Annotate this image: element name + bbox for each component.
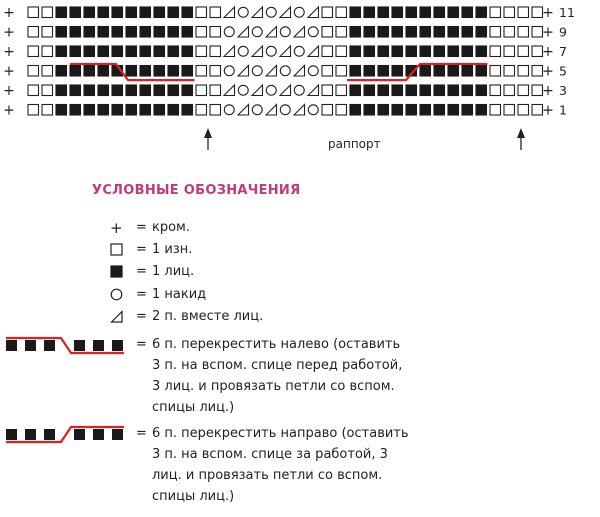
legend-text: 1 накид [152,287,207,302]
purl-stitch [504,105,515,116]
knit-stitch [70,46,81,57]
knit-stitch [378,66,389,77]
knit-stitch [462,105,473,116]
k2tog-stitch [280,46,291,57]
knit-stitch [448,66,459,77]
yarnover-stitch [280,105,290,115]
knit-stitch [392,46,403,57]
knit-stitch [98,66,109,77]
knit-stitch [112,27,123,38]
legend-text: 1 лиц. [152,264,195,279]
purl-stitch [490,85,501,96]
legend-title: УСЛОВНЫЕ ОБОЗНАЧЕНИЯ [92,183,301,198]
knit-stitch [56,105,67,116]
purl-stitch [490,105,501,116]
k2tog-stitch [252,85,263,96]
purl-stitch [196,46,207,57]
purl-stitch [336,85,347,96]
knit-stitch [168,66,179,77]
purl-stitch [322,46,333,57]
knit-stitch [112,46,123,57]
knit-stitch [84,46,95,57]
knit-stitch [84,85,95,96]
knit-stitch [462,27,473,38]
k2tog-stitch [238,66,249,77]
purl-symbol [110,243,124,257]
knit-stitch [378,7,389,18]
legend-text-line-2: 3 п. на вспом. спице за работой, 3 [152,447,388,462]
edge-symbol: + [110,219,123,237]
knit-stitch [350,27,361,38]
knitting-chart [0,0,600,175]
purl-stitch [42,7,53,18]
knit-stitch [182,7,193,18]
k2tog-stitch [294,105,305,116]
edge-stitch-column [3,5,15,119]
purl-stitch [532,105,543,116]
edge-stitch: + [3,5,15,21]
purl-stitch [322,85,333,96]
row-edge-stitch: + [542,83,554,99]
knit-stitch [56,27,67,38]
purl-stitch [210,7,221,18]
knit-stitch [378,46,389,57]
k2tog-stitch [308,7,319,18]
yarnover-stitch [266,7,276,17]
knit-stitch [364,46,375,57]
purl-stitch [518,27,529,38]
knit-stitch [448,105,459,116]
legend-equals: = [136,426,147,441]
knit-stitch [392,105,403,116]
knit-stitch [462,7,473,18]
purl-stitch [490,46,501,57]
k2tog-stitch [238,27,249,38]
row-edge-stitch: + [542,63,554,80]
knit-symbol [110,265,124,279]
legend-text-line-3: лиц. и провязать петли со вспом. [152,468,383,483]
chart-grid [28,7,543,115]
knit-stitch [406,27,417,38]
row-number: 1 [559,102,567,118]
purl-stitch [504,46,515,57]
k2tog-stitch [280,85,291,96]
purl-stitch [42,46,53,57]
row-number: 9 [559,24,567,40]
yarnover-stitch [266,85,276,95]
purl-stitch [518,85,529,96]
purl-stitch [322,7,333,18]
purl-stitch [42,85,53,96]
knit-stitch [434,85,445,96]
purl-stitch [504,7,515,18]
yarnover-stitch [308,66,318,76]
knit-stitch [140,105,151,116]
knit-stitch [350,46,361,57]
knit-stitch [476,7,487,18]
row-edge-stitch: + [542,5,554,21]
knit-stitch [70,27,81,38]
knit-stitch [154,105,165,116]
purl-stitch [336,105,347,116]
knit-stitch [378,85,389,96]
knit-stitch [448,27,459,38]
knit-stitch [70,105,81,116]
knit-stitch [448,7,459,18]
knit-stitch [350,7,361,18]
purl-stitch [532,46,543,57]
purl-stitch [532,27,543,38]
knit-stitch [140,85,151,96]
k2tog-stitch [294,27,305,38]
legend-equals: = [136,309,147,324]
legend-equals: = [136,264,147,279]
legend-text-line-1: 6 п. перекрестить налево (оставить [152,337,401,352]
knit-stitch [476,46,487,57]
k2tog-stitch [238,105,249,116]
k2tog-stitch [266,105,277,116]
knit-stitch [448,85,459,96]
knit-stitch [392,66,403,77]
knit-stitch [406,7,417,18]
legend-text-line-3: 3 лиц. и провязать петли со вспом. [152,379,395,394]
knit-stitch [182,27,193,38]
rapport-start-arrowhead [204,128,212,138]
knit-stitch [434,66,445,77]
k2tog-stitch [224,46,235,57]
purl-stitch [210,66,221,77]
yarnover-stitch [224,66,234,76]
knit-stitch [126,27,137,38]
purl-stitch [518,66,529,77]
knit-stitch [462,66,473,77]
legend-equals: = [136,220,147,235]
purl-stitch [322,66,333,77]
purl-stitch [532,66,543,77]
purl-stitch [532,7,543,18]
knit-stitch [350,105,361,116]
row-edge-stitch: + [542,102,554,119]
cable-right-symbol [4,424,130,446]
knit-stitch [420,7,431,18]
knit-stitch [476,27,487,38]
knit-stitch [168,46,179,57]
legend-text: 2 п. вместе лиц. [152,309,264,324]
cable-left-symbol [4,335,130,357]
knit-stitch [420,105,431,116]
knit-stitch [56,85,67,96]
knit-stitch [154,7,165,18]
purl-stitch [518,105,529,116]
purl-stitch [322,105,333,116]
purl-stitch [490,27,501,38]
knit-stitch [462,46,473,57]
purl-stitch [42,27,53,38]
knit-stitch [140,7,151,18]
yarnover-stitch [308,105,318,115]
yarnover-stitch [238,7,248,17]
knit-stitch [420,66,431,77]
yarnover-stitch [280,27,290,37]
yarnover-stitch [224,27,234,37]
purl-stitch [28,7,39,18]
purl-stitch [518,46,529,57]
knit-stitch [420,85,431,96]
knit-stitch [476,66,487,77]
edge-stitch: + [3,44,15,60]
purl-stitch [196,85,207,96]
purl-stitch [196,27,207,38]
knit-stitch [112,85,123,96]
k2tog-stitch [280,7,291,18]
knit-stitch [126,85,137,96]
knit-stitch [98,46,109,57]
row-number: 3 [559,83,567,98]
knit-stitch [84,66,95,77]
row-edge-stitch: + [542,44,554,60]
row-edge-stitch: + [542,24,554,41]
purl-stitch [336,66,347,77]
yarnover-symbol [110,288,124,302]
yarnover-stitch [252,105,262,115]
yarnover-stitch [224,105,234,115]
knit-stitch [434,46,445,57]
purl-stitch [28,46,39,57]
knit-stitch [420,46,431,57]
purl-stitch [210,27,221,38]
knit-stitch [434,27,445,38]
knit-stitch [350,66,361,77]
row-numbers [542,5,575,119]
k2tog-symbol [110,310,124,324]
purl-stitch [504,66,515,77]
legend-equals: = [136,242,147,257]
yarnover-stitch [238,46,248,56]
knit-stitch [154,66,165,77]
knit-stitch [70,85,81,96]
row-number: 5 [559,63,567,79]
knit-stitch [434,105,445,116]
knit-stitch [406,85,417,96]
knit-stitch [154,85,165,96]
knit-stitch [98,85,109,96]
knit-stitch [84,7,95,18]
purl-stitch [518,7,529,18]
yarnover-stitch [308,27,318,37]
knit-stitch [182,66,193,77]
knit-stitch [462,85,473,96]
knit-stitch [392,7,403,18]
knit-stitch [378,27,389,38]
legend-text-line-1: 6 п. перекрестить направо (оставить [152,426,409,441]
knit-stitch [126,66,137,77]
knit-stitch [126,46,137,57]
purl-stitch [490,66,501,77]
purl-stitch [196,66,207,77]
yarnover-stitch [294,85,304,95]
purl-stitch [196,105,207,116]
knit-stitch [154,27,165,38]
k2tog-stitch [266,66,277,77]
knit-stitch [182,105,193,116]
knit-stitch [56,46,67,57]
knit-stitch [350,85,361,96]
knit-stitch [98,105,109,116]
knit-stitch [112,7,123,18]
purl-stitch [42,66,53,77]
k2tog-stitch [308,46,319,57]
knit-stitch [434,7,445,18]
knit-stitch [168,85,179,96]
purl-stitch [210,46,221,57]
k2tog-stitch [224,85,235,96]
purl-stitch [532,85,543,96]
knit-stitch [154,46,165,57]
purl-stitch [336,7,347,18]
knit-stitch [126,7,137,18]
rapport-end-arrowhead [517,128,525,138]
k2tog-stitch [252,46,263,57]
knit-stitch [140,27,151,38]
knit-stitch [98,7,109,18]
row-number: 11 [559,5,575,20]
knit-stitch [112,105,123,116]
knit-stitch [448,46,459,57]
purl-stitch [490,7,501,18]
k2tog-stitch [294,66,305,77]
k2tog-stitch [252,7,263,18]
knit-stitch [140,46,151,57]
knit-stitch [406,46,417,57]
purl-stitch [210,105,221,116]
purl-stitch [336,27,347,38]
purl-stitch [504,85,515,96]
legend-text-line-4: спицы лиц.) [152,489,235,504]
purl-stitch [322,27,333,38]
legend-equals: = [136,287,147,302]
knit-stitch [392,85,403,96]
knit-stitch [420,27,431,38]
knit-stitch [476,105,487,116]
purl-stitch [28,27,39,38]
edge-stitch: + [3,83,15,99]
knit-stitch [98,27,109,38]
k2tog-stitch [224,7,235,18]
rapport-label: раппорт [328,137,381,151]
legend-text: кром. [152,220,190,235]
knit-stitch [70,66,81,77]
yarnover-stitch [294,7,304,17]
knit-stitch [476,85,487,96]
purl-stitch [42,105,53,116]
knit-stitch [168,27,179,38]
purl-stitch [196,7,207,18]
legend-text: 1 изн. [152,242,193,257]
knit-stitch [182,85,193,96]
purl-stitch [28,66,39,77]
yarnover-stitch [252,27,262,37]
k2tog-stitch [308,85,319,96]
knit-stitch [70,7,81,18]
knit-stitch [84,27,95,38]
knit-stitch [56,66,67,77]
yarnover-stitch [266,46,276,56]
yarnover-stitch [280,66,290,76]
legend-text-line-2: 3 п. на вспом. спице перед работой, [152,358,403,373]
knit-stitch [56,7,67,18]
knit-stitch [364,85,375,96]
knit-stitch [126,105,137,116]
purl-stitch [28,85,39,96]
knit-stitch [168,105,179,116]
knit-stitch [364,105,375,116]
edge-stitch: + [3,63,15,80]
knit-stitch [392,27,403,38]
purl-stitch [28,105,39,116]
knit-stitch [378,105,389,116]
knit-stitch [182,46,193,57]
purl-stitch [504,27,515,38]
edge-stitch: + [3,102,15,119]
purl-stitch [336,46,347,57]
legend-text-line-4: спицы лиц.) [152,400,235,415]
legend-equals: = [136,337,147,352]
row-number: 7 [559,44,567,59]
purl-stitch [210,85,221,96]
knit-stitch [140,66,151,77]
knit-stitch [168,7,179,18]
yarnover-stitch [238,85,248,95]
edge-stitch: + [3,24,15,41]
yarnover-stitch [294,46,304,56]
knit-stitch [364,27,375,38]
knit-stitch [84,105,95,116]
knit-stitch [364,66,375,77]
knit-stitch [406,105,417,116]
k2tog-stitch [266,27,277,38]
knit-stitch [364,7,375,18]
yarnover-stitch [252,66,262,76]
